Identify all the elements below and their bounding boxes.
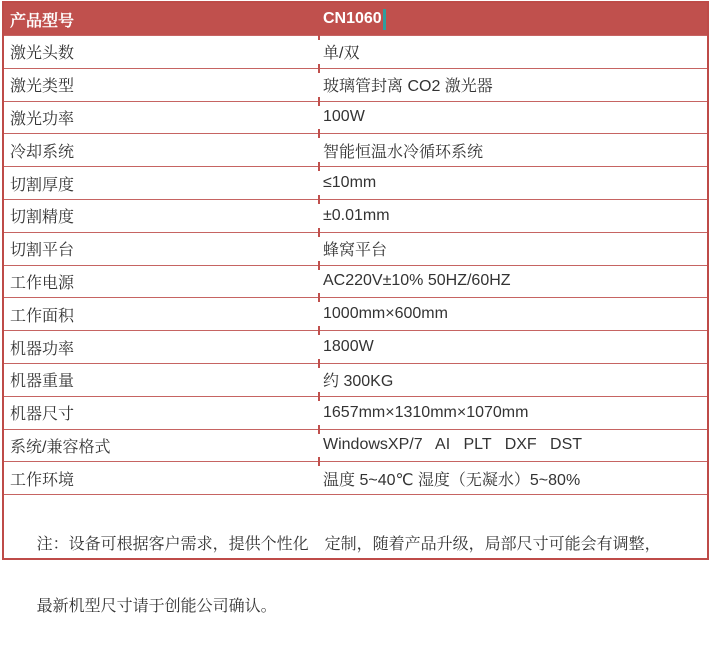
spec-value: 蜂窝平台 xyxy=(323,242,388,260)
spec-row-cutting-thickness xyxy=(4,166,707,199)
spec-row-cutting-precision xyxy=(4,199,707,232)
product-model-value-cell[interactable] xyxy=(323,3,386,35)
spec-value: ±0.01mm xyxy=(323,206,390,224)
spec-row-machine-power xyxy=(4,330,707,363)
spec-row-machine-dimensions xyxy=(4,396,707,429)
spec-label: 激光功率 xyxy=(10,110,75,128)
note-line-1: 注：设备可根据客户需求，提供个性化 定制，随着产品升级，局部尺寸可能会有调整， xyxy=(36,536,661,554)
spec-label: 机器尺寸 xyxy=(10,406,75,424)
spec-label: 切割精度 xyxy=(10,209,75,227)
spec-row-working-environment xyxy=(4,461,707,494)
spec-row-laser-type xyxy=(4,68,707,101)
spec-row-machine-weight xyxy=(4,363,707,396)
note-row xyxy=(4,494,707,653)
spec-value: ≤10mm xyxy=(323,174,377,192)
spec-label: 工作面积 xyxy=(10,307,75,325)
spec-label: 工作电源 xyxy=(10,274,75,292)
spec-row-cooling-system xyxy=(4,133,707,166)
spec-value: 约 300KG xyxy=(323,373,394,391)
spec-row-laser-power xyxy=(4,101,707,134)
spec-label: 机器重量 xyxy=(10,373,75,391)
spec-value: 1657mm×1310mm×1070mm xyxy=(323,403,529,421)
spec-value: 智能恒温水冷循环系统 xyxy=(323,143,484,161)
spec-label: 激光类型 xyxy=(10,78,75,96)
product-model-value: CN1060 xyxy=(323,10,382,27)
spec-label: 切割厚度 xyxy=(10,176,75,194)
spec-row-cutting-platform xyxy=(4,232,707,265)
spec-value: AC220V±10% 50HZ/60HZ xyxy=(323,272,511,290)
spec-label: 冷却系统 xyxy=(10,143,75,161)
spec-value: 1800W xyxy=(323,338,374,356)
spec-label: 激光头数 xyxy=(10,45,75,63)
note-line-2: 最新机型尺寸请于创能公司确认。 xyxy=(36,598,277,616)
spec-value: 温度 5~40℃ 湿度（无凝水）5~80% xyxy=(323,471,581,489)
spec-row-system-formats xyxy=(4,429,707,462)
spec-row-laser-head-count xyxy=(4,35,707,68)
spec-label: 工作环境 xyxy=(10,471,75,489)
spec-value: 单/双 xyxy=(323,45,360,63)
spec-value: WindowsXP/7 AI PLT DXF DST xyxy=(323,436,583,454)
spec-label: 系统/兼容格式 xyxy=(10,438,111,456)
text-cursor xyxy=(383,9,386,30)
spec-value: 1000mm×600mm xyxy=(323,305,448,323)
spec-row-working-area xyxy=(4,297,707,330)
spec-label: 切割平台 xyxy=(10,242,75,260)
spec-value: 玻璃管封离 CO2 激光器 xyxy=(323,78,493,96)
product-spec-table xyxy=(2,1,709,616)
product-model-label: 产品型号 xyxy=(10,12,75,30)
spec-label: 机器功率 xyxy=(10,340,75,358)
spec-value: 100W xyxy=(323,108,365,126)
spec-row-working-power-supply xyxy=(4,265,707,298)
table-header-row xyxy=(4,3,707,35)
